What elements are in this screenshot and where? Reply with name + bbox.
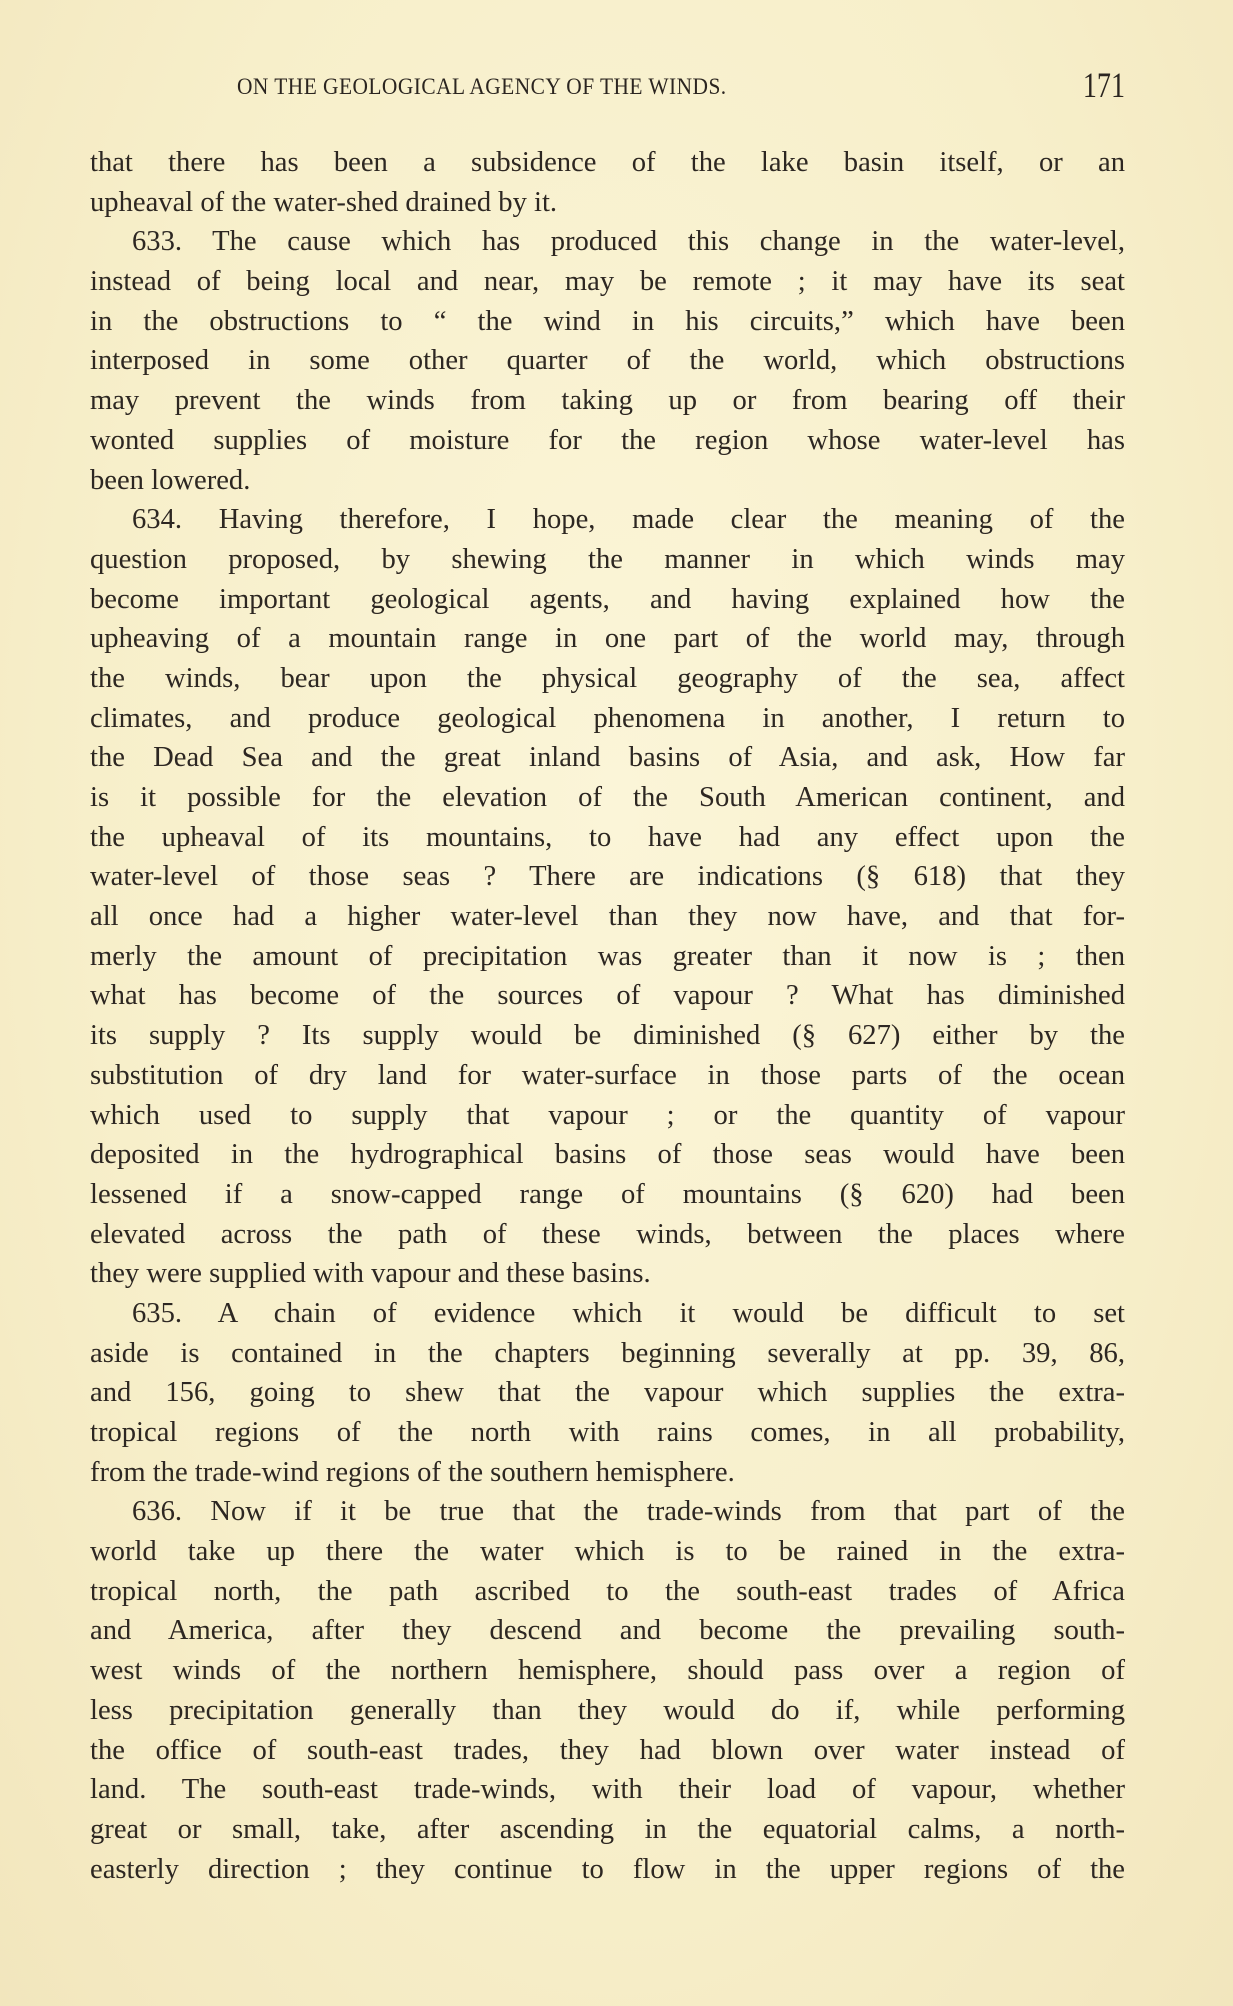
text-line: the office of south-east trades, they had blown over water instead of [90,1734,1125,1766]
text-line: tropical regions of the north with rains comes, in all probability, [90,1417,1125,1448]
text-line: upheaval of the water-shed drained by it. [90,186,558,218]
text-line: tropical north, the path ascribed to the south-east trades of Africa [90,1575,1125,1607]
text-line: and 156, going to shew that the vapour which supplies the extra- [90,1377,1125,1409]
text-line: upheaving of a mountain range in one part of the world may, through [90,623,1125,655]
text-line: easterly direction ; they continue to flow in the upper regions of the [90,1853,1125,1885]
text-line: the upheaval of its mountains, to have had any effect upon the [90,821,1125,853]
text-line: the Dead Sea and the great inland basins of Asia, and ask, How far [90,742,1125,774]
paragraph-start-line: 635. A chain of evidence which it would be difficult to set [132,1297,1125,1329]
text-line: become important geological agents, and having explained how the [90,583,1125,615]
text-line: all once had a higher water-level than they now have, and that for- [90,901,1125,933]
text-line: in the obstructions to “ the wind in his circuits,” which have been [90,305,1125,337]
text-line: been lowered. [90,464,251,496]
running-head [90,64,1125,104]
text-line: which used to supply that vapour ; or the quantity of vapour [90,1099,1125,1131]
text-line: instead of being local and near, may be remote ; it may have its seat [90,266,1125,298]
text-line: may prevent the winds from taking up or from bearing off their [90,385,1125,417]
paragraph-start-line: 634. Having therefore, I hope, made clear the meaning of the [132,504,1125,536]
text-line: aside is contained in the chapters beginning severally at pp. 39, 86, [90,1337,1125,1369]
text-line: elevated across the path of these winds, between the places where [90,1218,1125,1250]
body-text [90,143,1125,1889]
text-line: the winds, bear upon the physical geography of the sea, affect [90,662,1125,694]
text-line: merly the amount of precipitation was greater than it now is ; then [90,940,1125,972]
text-line: world take up there the water which is to be rained in the extra- [90,1536,1125,1568]
text-line: substitution of dry land for water-surface in those parts of the ocean [90,1059,1125,1091]
paragraph-start-line: 633. The cause which has produced this change in the water-level, [132,226,1125,258]
text-line: what has become of the sources of vapour ? What has diminished [90,980,1125,1012]
text-line: lessened if a snow-capped range of mountains (§ 620) had been [90,1178,1125,1210]
page-number: 171 [1082,65,1125,105]
text-line: less precipitation generally than they would do if, while performing [90,1694,1125,1726]
text-line: they were supplied with vapour and these basins. [90,1258,651,1290]
text-line: that there has been a subsidence of the lake basin itself, or an [90,147,1125,178]
text-line: great or small, take, after ascending in the equatorial calms, a north- [90,1813,1125,1845]
running-title: ON THE GEOLOGICAL AGENCY OF THE WINDS. [237,74,727,99]
text-line: wonted supplies of moisture for the region whose water-level has [90,424,1125,456]
text-line: is it possible for the elevation of the South American continent, and [90,782,1125,813]
text-line: its supply ? Its supply would be diminished (§ 627) either by the [90,1020,1125,1052]
text-line: and America, after they descend and become the prevailing south- [90,1615,1125,1647]
text-line: land. The south-east trade-winds, with their load of vapour, whether [90,1774,1125,1806]
text-line: west winds of the northern hemisphere, should pass over a region of [90,1655,1125,1687]
text-line: deposited in the hydrographical basins of those seas would have been [90,1139,1125,1171]
text-line: interposed in some other quarter of the world, which obstructions [90,345,1125,377]
text-line: from the trade-wind regions of the southern hemisphere. [90,1456,735,1488]
text-line: climates, and produce geological phenomena in another, I return to [90,702,1125,734]
paragraph-start-line: 636. Now if it be true that the trade-winds from that part of the [132,1496,1125,1528]
text-line: question proposed, by shewing the manner in which winds may [90,543,1125,575]
text-line: water-level of those seas ? There are indications (§ 618) that they [90,861,1125,893]
